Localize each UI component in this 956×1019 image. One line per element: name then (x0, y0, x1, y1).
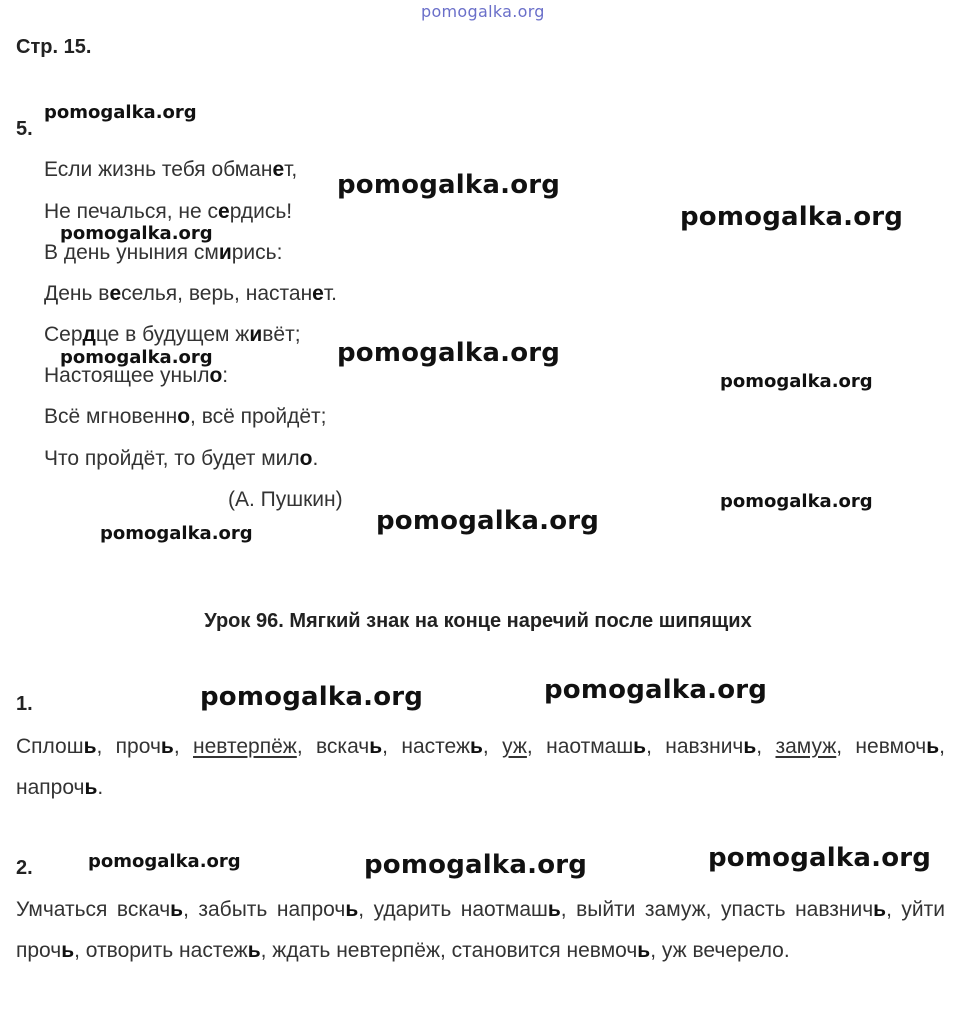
text-run: , невмоч (836, 735, 927, 758)
watermark-logo: pomogalka.org (44, 102, 197, 123)
highlighted-letter: ь (84, 776, 98, 799)
text-run: Настоящее уныл (44, 364, 210, 387)
watermark-logo: pomogalka.org (364, 850, 588, 880)
text-run: селья, верь, настан (121, 282, 313, 305)
text-run: , уйти проч (16, 898, 945, 962)
text-run: Что пройдёт, то будет мил (44, 447, 300, 470)
text-run: рись: (231, 241, 283, 264)
poem-line (44, 447, 318, 471)
underlined-word: невтерпёж (193, 735, 297, 758)
watermark-logo: pomogalka.org (337, 170, 561, 200)
watermark-logo: pomogalka.org (200, 682, 424, 712)
poem-line (44, 405, 326, 429)
highlighted-letter: ь (61, 939, 75, 962)
text-run: , забыть напроч (183, 898, 346, 921)
text-run: , выйти замуж, упасть навзнич (560, 898, 874, 921)
text-run: Не печалься, не с (44, 200, 218, 223)
poem-line (44, 200, 292, 224)
highlighted-letter: е (218, 200, 230, 223)
text-run: Если жизнь тебя обман (44, 158, 273, 181)
text-run: рдись! (229, 200, 293, 223)
lesson-title: Урок 96. Мягкий знак на конце наречий после шипящих (204, 610, 752, 632)
watermark-logo: pomogalka.org (708, 843, 932, 873)
text-run: , всё пройдёт; (190, 405, 327, 428)
text-run: , (173, 735, 193, 758)
highlighted-letter: о (177, 405, 191, 428)
watermark-logo: pomogalka.org (60, 347, 213, 368)
underlined-word: замуж (775, 735, 837, 758)
highlighted-letter: ь (369, 735, 383, 758)
task2-text (16, 889, 945, 971)
watermark-logo: pomogalka.org (337, 338, 561, 368)
highlighted-letter: о (209, 364, 223, 387)
underlined-word: уж (502, 735, 527, 758)
watermark-logo: pomogalka.org (376, 506, 600, 536)
watermark-logo: pomogalka.org (720, 371, 873, 392)
text-run: День в (44, 282, 110, 305)
highlighted-letter: е (109, 282, 122, 305)
page-label: Стр. 15. (16, 36, 92, 58)
poem-line (44, 323, 301, 347)
text-run: , ждать невтерпёж, становится невмоч (260, 939, 638, 962)
highlighted-letter: ь (873, 898, 887, 921)
task1-number: 1. (16, 693, 33, 715)
highlighted-letter: е (272, 158, 285, 181)
text-run: , настеж (382, 735, 470, 758)
text-run: Сер (44, 323, 83, 346)
task5-number: 5. (16, 118, 33, 140)
text-run: : (222, 364, 229, 387)
watermark-logo: pomogalka.org (680, 202, 904, 232)
poem-line (44, 158, 297, 182)
text-run: т, (284, 158, 298, 181)
highlighted-letter: ь (547, 898, 561, 921)
highlighted-letter: ь (247, 939, 261, 962)
poem-author: (А. Пушкин) (228, 488, 343, 511)
text-run: , (482, 735, 503, 758)
highlighted-letter: ь (637, 939, 651, 962)
highlighted-letter: ь (170, 898, 184, 921)
watermark-logo: pomogalka.org (88, 851, 241, 872)
text-run: Умчаться вскач (16, 898, 171, 921)
text-run: , ударить наотмаш (358, 898, 548, 921)
watermark-top: pomogalka.org (421, 2, 545, 21)
poem-line (44, 241, 282, 265)
highlighted-letter: ь (83, 735, 97, 758)
highlighted-letter: д (82, 323, 96, 346)
highlighted-letter: и (249, 323, 263, 346)
highlighted-letter: е (312, 282, 324, 305)
highlighted-letter: ь (743, 735, 757, 758)
text-run: , вскач (296, 735, 370, 758)
task1-text (16, 726, 945, 808)
highlighted-letter: ь (633, 735, 647, 758)
watermark-logo: pomogalka.org (720, 491, 873, 512)
highlighted-letter: ь (926, 735, 940, 758)
text-run: . (312, 447, 319, 470)
highlighted-letter: ь (470, 735, 483, 758)
text-run: , проч (96, 735, 161, 758)
text-run: Всё мгновенн (44, 405, 178, 428)
watermark-logo: pomogalka.org (544, 675, 768, 705)
highlighted-letter: и (218, 241, 232, 264)
text-run: , (756, 735, 776, 758)
text-run: Сплош (16, 735, 84, 758)
watermark-logo: pomogalka.org (60, 223, 213, 244)
text-run: , отворить настеж (74, 939, 248, 962)
text-run: , навзнич (646, 735, 744, 758)
watermark-logo: pomogalka.org (100, 523, 253, 544)
text-run: т. (323, 282, 337, 305)
poem-line (44, 282, 337, 306)
highlighted-letter: ь (345, 898, 359, 921)
highlighted-letter: ь (160, 735, 174, 758)
text-run: , уж вечерело. (650, 939, 790, 962)
text-run: . (97, 776, 104, 799)
text-run: , наотмаш (526, 735, 634, 758)
text-run: вёт; (262, 323, 301, 346)
task2-number: 2. (16, 857, 33, 879)
text-run: , напроч (16, 735, 945, 799)
text-run: це в будущем ж (95, 323, 250, 346)
highlighted-letter: о (299, 447, 313, 470)
text-run: В день уныния см (44, 241, 219, 264)
